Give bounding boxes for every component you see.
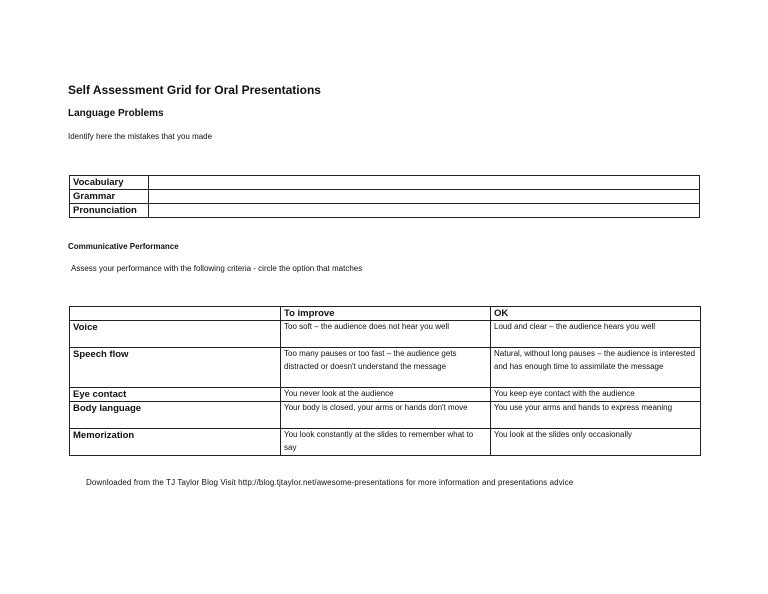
communicative-performance-instruction: Assess your performance with the following criteria - circle the option that matches bbox=[71, 264, 363, 273]
body-language-to-improve-option[interactable]: Your body is closed, your arms or hands don't move bbox=[281, 402, 491, 429]
memorization-to-improve-option[interactable]: You look constantly at the slides to remember what to say bbox=[281, 429, 491, 456]
table-row bbox=[70, 190, 700, 204]
criterion-eye-contact: Eye contact bbox=[70, 388, 281, 402]
row-label-pronunciation: Pronunciation bbox=[70, 204, 149, 218]
body-language-ok-option[interactable]: You use your arms and hands to express meaning bbox=[491, 402, 701, 429]
row-label-vocabulary: Vocabulary bbox=[70, 176, 149, 190]
column-header-criterion bbox=[70, 307, 281, 321]
table-header-row bbox=[70, 307, 701, 321]
footer-attribution: Downloaded from the TJ Taylor Blog Visit http://blog.tjtaylor.net/awesome-presentations for more information and presentations advice bbox=[86, 478, 574, 487]
voice-to-improve-option[interactable]: Too soft – the audience does not hear you well bbox=[281, 321, 491, 348]
pronunciation-answer-cell[interactable] bbox=[149, 204, 700, 218]
speech-flow-to-improve-option[interactable]: Too many pauses or too fast – the audience gets distracted or doesn't understand the message bbox=[281, 348, 491, 388]
criterion-speech-flow: Speech flow bbox=[70, 348, 281, 388]
grammar-answer-cell[interactable] bbox=[149, 190, 700, 204]
language-problems-instruction: Identify here the mistakes that you made bbox=[68, 132, 213, 141]
document-title: Self Assessment Grid for Oral Presentations bbox=[68, 83, 321, 97]
language-problems-table bbox=[69, 175, 700, 218]
speech-flow-ok-option[interactable]: Natural, without long pauses – the audience is interested and has enough time to assimilate the message bbox=[491, 348, 701, 388]
criterion-memorization: Memorization bbox=[70, 429, 281, 456]
language-problems-heading: Language Problems bbox=[68, 108, 164, 119]
table-row bbox=[70, 348, 701, 388]
communicative-performance-heading: Communicative Performance bbox=[68, 242, 179, 251]
table-row bbox=[70, 321, 701, 348]
column-header-ok: OK bbox=[491, 307, 701, 321]
table-row bbox=[70, 204, 700, 218]
criterion-voice: Voice bbox=[70, 321, 281, 348]
table-row bbox=[70, 388, 701, 402]
performance-table bbox=[69, 306, 701, 456]
table-row bbox=[70, 429, 701, 456]
vocabulary-answer-cell[interactable] bbox=[149, 176, 700, 190]
eye-contact-ok-option[interactable]: You keep eye contact with the audience bbox=[491, 388, 701, 402]
column-header-to-improve: To improve bbox=[281, 307, 491, 321]
memorization-ok-option[interactable]: You look at the slides only occasionally bbox=[491, 429, 701, 456]
voice-ok-option[interactable]: Loud and clear – the audience hears you well bbox=[491, 321, 701, 348]
row-label-grammar: Grammar bbox=[70, 190, 149, 204]
table-row bbox=[70, 176, 700, 190]
table-row bbox=[70, 402, 701, 429]
criterion-body-language: Body language bbox=[70, 402, 281, 429]
eye-contact-to-improve-option[interactable]: You never look at the audience bbox=[281, 388, 491, 402]
